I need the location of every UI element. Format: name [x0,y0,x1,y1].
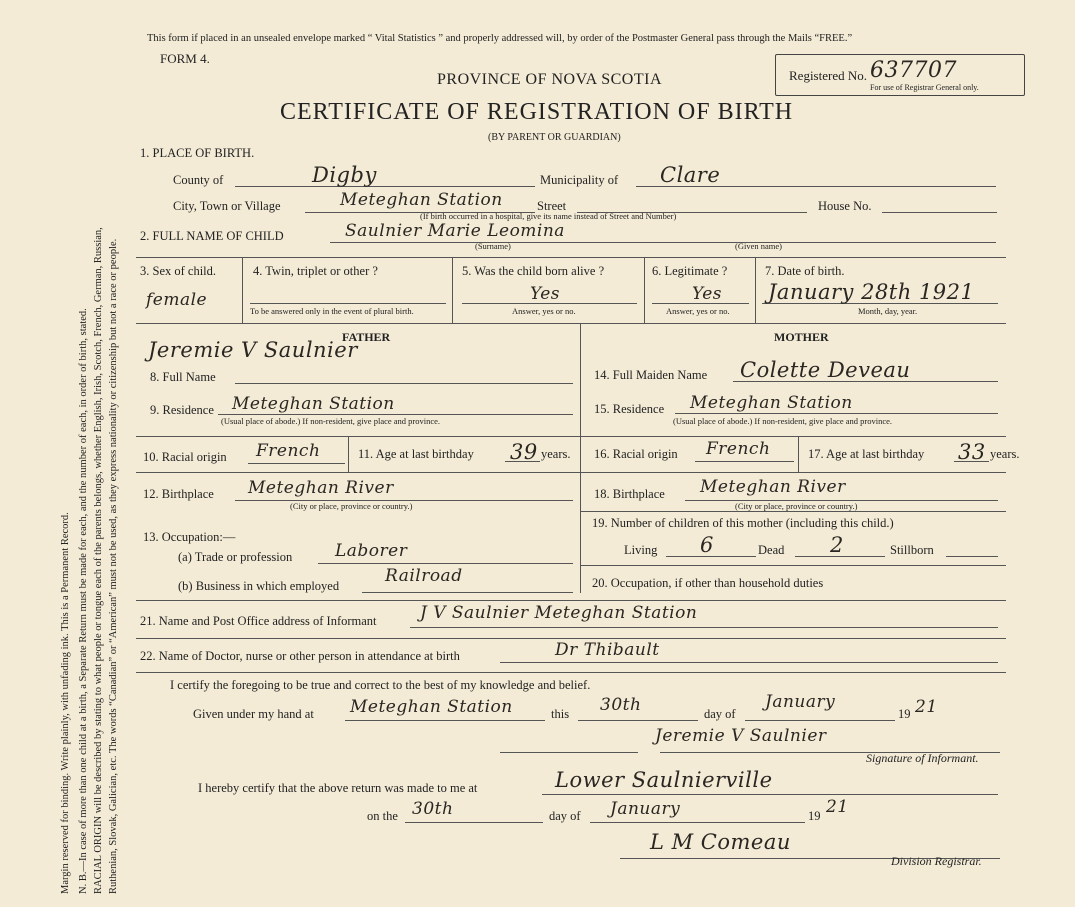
father-trade-value: Laborer [335,541,408,561]
doctor-line [500,662,998,663]
row-bottom-rule [136,323,1006,324]
given-place-line [345,720,545,721]
registrar-statement: I hereby certify that the above return was made to me at [198,781,478,795]
certify-text: I certify the foregoing to be true and correct to the best of my knowledge and belief. [170,678,591,692]
informant-sig-label: Signature of Informant. [866,751,979,765]
father-birthplace-value: Meteghan River [248,478,394,498]
birth-date-note: Month, day, year. [858,306,918,316]
alive-note: Answer, yes or no. [512,306,576,316]
father-residence-label: 9. Residence [150,403,214,417]
mother-racial-label: 16. Racial origin [594,447,678,461]
mother-age-label: 17. Age at last birthday [808,447,925,461]
place-of-birth-label: 1. PLACE OF BIRTH. [140,146,255,160]
father-birthplace-label: 12. Birthplace [143,487,214,501]
given-month-value: January [765,692,836,712]
province-heading: PROVINCE OF NOVA SCOTIA [437,71,663,88]
municipality-label: Municipality of [540,173,619,187]
registrar-note: For use of Registrar General only. [870,83,979,92]
informant-label: 21. Name and Post Office address of Informant [140,614,377,628]
living-value: 6 [700,533,714,557]
legitimate-value: Yes [692,284,723,304]
child-name-value: Saulnier Marie Leomina [345,221,565,241]
mother-occupation-label: 20. Occupation, if other than household duties [592,576,824,590]
father-heading: FATHER [342,330,391,344]
mother-residence-value: Meteghan Station [690,393,853,413]
informant-signature: Jeremie V Saulnier [655,726,827,746]
margin-note-separate-return: N. B.—In case of more than one child at a birth, a Separate Return must be made for each, and the number of each, in order of birth, stated. [78,308,89,894]
row-divider-3 [644,257,645,323]
given-this-label: this [551,707,570,721]
mother-age-value: 33 [958,440,986,464]
father-racial-value: French [256,441,321,461]
stillborn-label: Stillborn [890,543,934,557]
mother-birthplace-label: 18. Birthplace [594,487,665,501]
father-rule-1 [136,436,580,437]
dead-value: 2 [830,533,844,557]
given-day-of-label: day of [704,707,736,721]
parent-column-divider [580,323,581,593]
doctor-value: Dr Thibault [555,640,660,660]
father-name-value: Jeremie V Saulnier [148,338,358,362]
margin-note-racial-origin: RACIAL ORIGIN will be described by stating to what people or tongue each of the parents belongs, whether English, Irish, Scotch, French, German, Russian, [93,227,104,894]
father-occupation-label: 13. Occupation:— [143,530,236,544]
row-divider-2 [452,257,453,323]
informant-sig-line-a [500,752,638,753]
father-trade-label: (a) Trade or profession [178,550,293,564]
margin-note-binding: Margin reserved for binding. Write plainly, with unfading ink. This is a Permanent Record. [60,512,71,894]
given-month-line [745,720,895,721]
mother-years-label: years. [990,447,1020,461]
mother-residence-note: (Usual place of abode.) If non-resident, give place and province. [673,416,893,426]
certification-top-rule [136,672,1006,673]
legitimate-label: 6. Legitimate ? [652,264,728,278]
margin-note-nationality: Ruthenian, Slovak, Galician, etc. The words “Canadian” or “American” must not be used, as they express nationality or citizenship but not a race or people. [108,238,119,894]
given-day-line [578,720,698,721]
postal-note: This form if placed in an unsealed envelope marked “ Vital Statistics ” and properly addressed will, by order of the Postmaster General pass through the Mails “FREE.” [147,33,853,44]
municipality-value: Clare [660,163,721,187]
given-under-label: Given under my hand at [193,707,314,721]
birth-date-value: January 28th 1921 [768,280,975,304]
father-business-label: (b) Business in which employed [178,579,340,593]
twin-label: 4. Twin, triplet or other ? [253,264,378,278]
street-label: Street [537,199,567,213]
father-residence-value: Meteghan Station [232,394,395,414]
father-age-label: 11. Age at last birthday [358,447,474,461]
county-line [235,186,535,187]
city-label: City, Town or Village [173,199,281,213]
living-label: Living [624,543,658,557]
mother-birthplace-value: Meteghan River [700,477,846,497]
given-day-value: 30th [600,695,642,715]
father-business-value: Railroad [385,566,463,586]
informant-line [410,627,998,628]
father-residence-note: (Usual place of abode.) If non-resident, give place and province. [221,416,441,426]
form-number: FORM 4. [160,51,210,66]
mother-birthplace-note: (City or place, province or country.) [735,501,858,511]
mother-racial-divider [798,436,799,472]
stillborn-line [946,556,998,557]
father-years-label: years. [541,447,571,461]
county-label: County of [173,173,224,187]
father-birthplace-note: (City or place, province or country.) [290,501,413,511]
mother-maiden-value: Colette Deveau [740,358,911,382]
row-top-rule [136,257,1006,258]
house-line [882,212,997,213]
given-name-note: (Given name) [735,241,782,251]
row-divider-4 [755,257,756,323]
registrar-label: Division Registrar. [891,854,982,868]
given-year-prefix: 19 [898,707,911,721]
registrar-signature: L M Comeau [650,830,791,854]
sex-label: 3. Sex of child. [140,264,217,278]
hospital-note: (If birth occurred in a hospital, give its name instead of Street and Number) [420,211,677,221]
given-year-value: 21 [915,697,938,717]
father-age-value: 39 [510,440,538,464]
mother-heading: MOTHER [774,330,829,344]
registrar-month-line [590,822,805,823]
father-trade-line [318,563,573,564]
father-racial-line [248,463,345,464]
dead-label: Dead [758,543,785,557]
registrar-month-value: January [610,799,681,819]
mother-residence-line [675,413,998,414]
registered-label: Registered No. [789,68,867,83]
father-racial-divider [348,436,349,472]
mother-racial-value: French [706,439,771,459]
given-place-value: Meteghan Station [350,697,513,717]
registrar-year-prefix: 19 [808,809,821,823]
child-name-label: 2. FULL NAME OF CHILD [140,229,284,243]
row-divider-1 [242,257,243,323]
parents-rule-2 [136,472,1006,473]
birth-date-label: 7. Date of birth. [765,264,845,278]
father-business-line [362,592,573,593]
informant-value: J V Saulnier Meteghan Station [420,603,698,623]
informant-top-rule [136,600,1006,601]
registrar-year-value: 21 [826,797,849,817]
registrar-day-of-label: day of [549,809,581,823]
house-label: House No. [818,199,872,213]
child-name-line [330,242,996,243]
sex-value: female [146,290,208,310]
city-value: Meteghan Station [340,190,503,210]
father-residence-line [218,414,573,415]
mother-children-label: 19. Number of children of this mother (including this child.) [592,516,894,530]
mother-rule-4 [580,565,1006,566]
registrar-day-value: 30th [412,799,454,819]
mother-racial-line [695,461,794,462]
alive-label: 5. Was the child born alive ? [462,264,605,278]
mother-residence-label: 15. Residence [594,402,665,416]
legitimate-note: Answer, yes or no. [666,306,730,316]
alive-value: Yes [530,284,561,304]
registered-number: 637707 [870,58,957,83]
page-title: CERTIFICATE OF REGISTRATION OF BIRTH [280,99,794,125]
father-racial-label: 10. Racial origin [143,450,227,464]
father-fullname-label: 8. Full Name [150,370,216,384]
mother-maiden-label: 14. Full Maiden Name [594,368,708,382]
mother-rule-3 [580,511,1006,512]
doctor-top-rule [136,638,1006,639]
county-value: Digby [312,163,377,187]
twin-note: To be answered only in the event of plural birth. [250,306,414,316]
doctor-label: 22. Name of Doctor, nurse or other person in attendance at birth [140,649,460,663]
mother-rule-1 [580,436,1006,437]
twin-line [250,303,446,304]
father-fullname-line [235,383,573,384]
surname-note: (Surname) [475,241,511,251]
page-subtitle: (BY PARENT OR GUARDIAN) [488,132,621,143]
registrar-on-label: on the [367,809,398,823]
registrar-place-value: Lower Saulnierville [555,768,773,792]
registrar-place-line [542,794,998,795]
registrar-day-line [405,822,543,823]
